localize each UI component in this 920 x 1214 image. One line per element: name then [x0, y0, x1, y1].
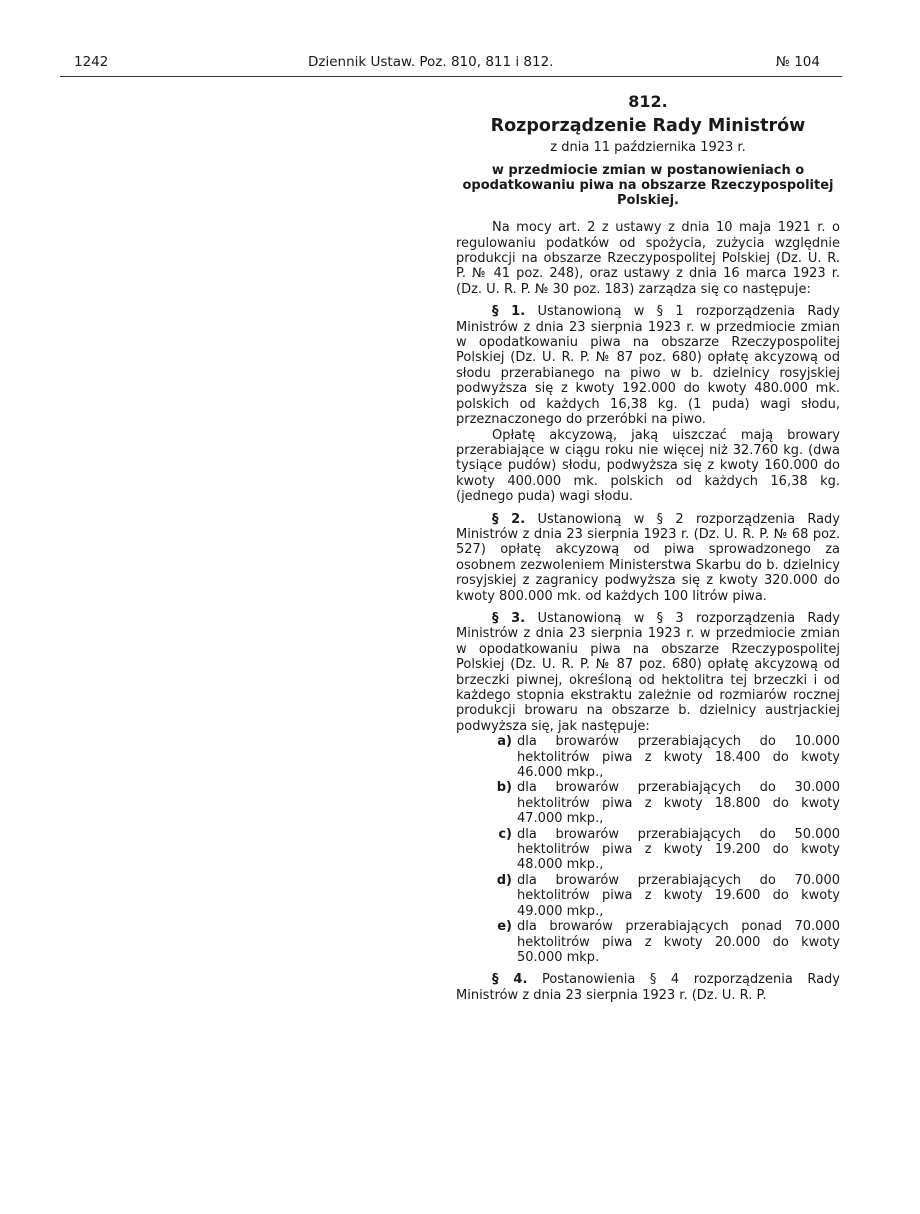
section-3-label: § 3. [492, 610, 526, 626]
section-4 [456, 972, 840, 1003]
list-item-text: dla browarów przerabiających do 70.000 hektolitrów piwa z kwoty 19.600 do kwoty 49.000 mkp., [517, 872, 840, 919]
list-item-text: dla browarów przerabiających ponad 70.000 hektolitrów piwa z kwoty 20.000 do kwoty 50.000 mkp. [517, 919, 840, 965]
section-2-text: Ustanowioną w § 2 rozporządzenia Rady Ministrów z dnia 23 sierpnia 1923 r. (Dz. U. R. P. № 68 poz. 527) opłatę akcyzową od piwa sprowadzonego za osobnem zezwoleniem Ministerstwa Skarbu do b. dzielnicy rosyjskiej z zagranicy podwyższa się z kwoty 320.000 do kwoty 800.000 mk. od każdych 100 litrów piwa. [456, 511, 840, 604]
list-item-label: c) [498, 826, 512, 842]
act-title: Rozporządzenie Rady Ministrów [490, 116, 806, 137]
list-item-text: dla browarów przerabiających do 50.000 hektolitrów piwa z kwoty 19.200 do kwoty 48.000 mkp., [517, 826, 840, 873]
section-1-text: Ustanowioną w § 1 rozporządzenia Rady Ministrów z dnia 23 sierpnia 1923 r. w przedmiocie zmian w opodatkowaniu piwa na obszarze Rzeczypospolitej Polskiej (Dz. U. R. P. № 87 poz. 680) opłatę akcyzową od słodu przerabianego na piwo w b. dzielnicy rosyjskiej podwyższa się z kwoty 192.000 do kwoty 480.000 mk. polskich od każdych 16,38 kg. (1 puda) wagi słodu, przeznaczonego do przeróbki na piwo. [456, 304, 840, 428]
section-1-paragraph-2: Opłatę akcyzową, jaką uiszczać mają browary przerabiające w ciągu roku nie więcej niż 32.760 kg. (dwa tysiące pudów) słodu, podwyższa się z kwoty 160.000 do kwoty 400.000 mk. polskich od każdych 16,38 kg. (jednego puda) wagi słodu. [456, 427, 840, 505]
section-4-label: § 4. [492, 972, 528, 988]
section-4-text: Postanowienia § 4 rozporządzenia Rady Ministrów z dnia 23 sierpnia 1923 r. (Dz. U. R. P. [456, 972, 840, 1003]
list-item-text: dla browarów przerabiających do 10.000 hektolitrów piwa z kwoty 18.400 do kwoty 46.000 mkp., [517, 734, 840, 781]
journal-title: Dziennik Ustaw. Poz. 810, 811 i 812. [308, 54, 554, 70]
section-2-label: § 2. [492, 511, 526, 527]
list-item-text: dla browarów przerabiających do 30.000 hektolitrów piwa z kwoty 18.800 do kwoty 47.000 mkp., [517, 780, 840, 827]
issue-number: № 104 [775, 54, 820, 70]
section-1-label: § 1. [492, 304, 526, 320]
section-3-list [492, 734, 840, 965]
section-2 [456, 512, 840, 604]
page-number: 1242 [74, 54, 109, 70]
section-3-text: Ustanowioną w § 3 rozporządzenia Rady Ministrów z dnia 23 sierpnia 1923 r. w przedmiocie zmian w opodatkowaniu piwa na obszarze Rzeczypospolitej Polskiej (Dz. U. R. P. № 87 poz. 680) opłatę akcyzową od brzeczki piwnej, określoną od hektolitra tej brzeczki i od każdego stopnia ekstraktu zależnie od rozmiarów rocznej produkcji browaru na obszarze b. dzielnicy austrjackiej podwyższa się, jak następuje: [456, 610, 840, 734]
section-3 [456, 611, 840, 734]
act-column [456, 94, 840, 1003]
list-item [492, 873, 840, 919]
act-date: z dnia 11 października 1923 r. [550, 139, 746, 155]
preamble: Na mocy art. 2 z ustawy z dnia 10 maja 1921 r. o regulowaniu podatków od spożycia, zużycia względnie produkcji na obszarze Rzeczypospolitej Polskiej (Dz. U. R. P. № 41 poz. 248), oraz ustawy z dnia 16 marca 1923 r. (Dz. U. R. P. № 30 poz. 183) zarządza się co następuje: [456, 220, 840, 297]
page-header [60, 52, 842, 76]
header-rule [60, 76, 842, 77]
section-1 [456, 304, 840, 427]
list-item-label: d) [496, 872, 512, 888]
list-item [492, 780, 840, 826]
act-number: 812. [628, 92, 668, 111]
list-item-label: b) [496, 780, 512, 796]
list-item [492, 827, 840, 873]
list-item-label: a) [497, 734, 512, 750]
act-subject: w przedmiocie zmian w postanowieniach o opodatkowaniu piwa na obszarze Rzeczypospolitej Polskiej. [462, 163, 834, 209]
list-item [492, 734, 840, 780]
list-item [492, 919, 840, 965]
list-item-label: e) [497, 919, 512, 935]
